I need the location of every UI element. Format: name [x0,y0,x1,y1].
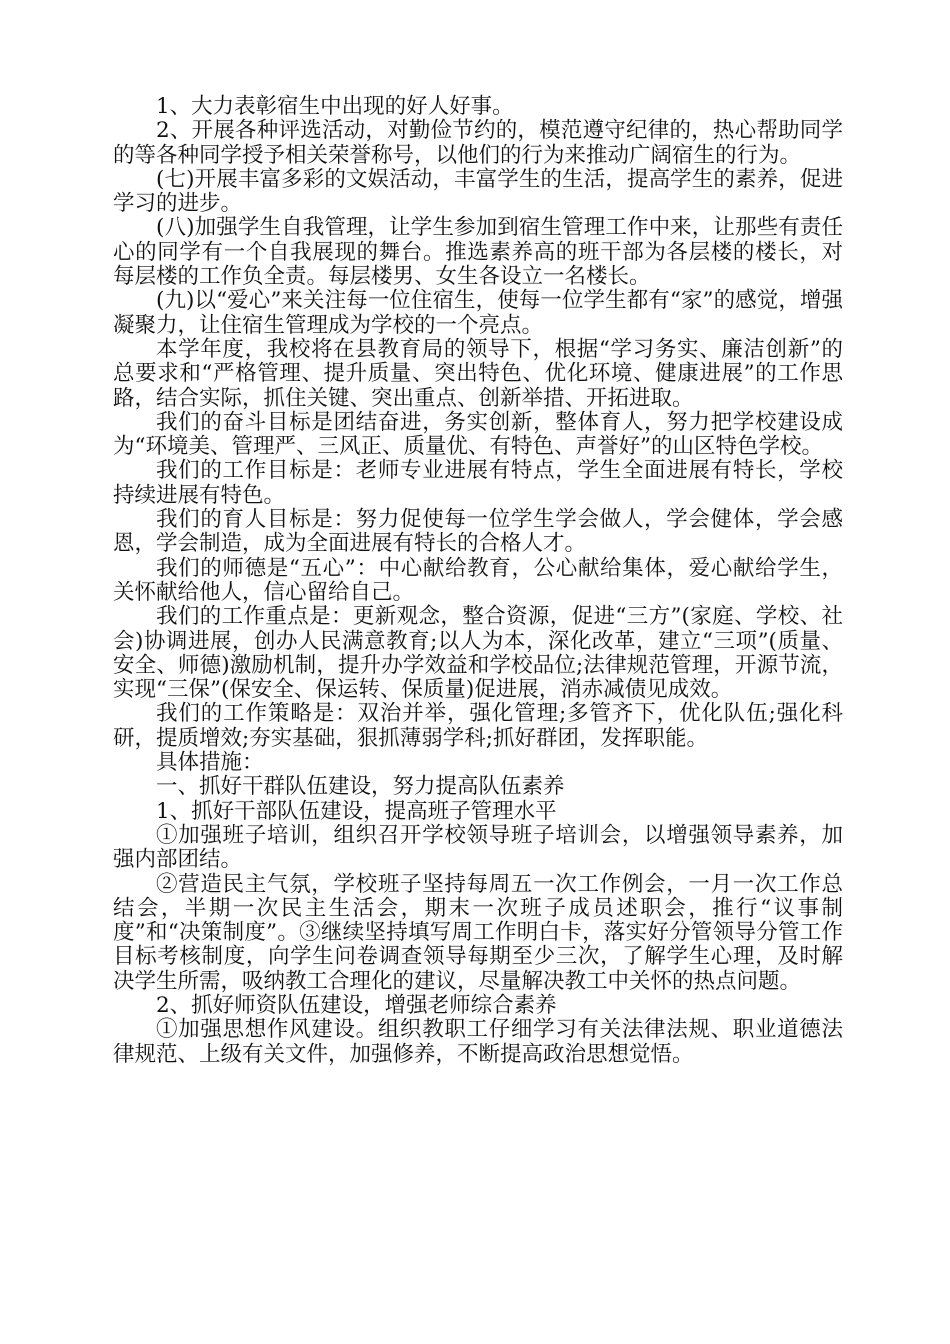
paragraph-4: (八)加强学生自我管理，让学生参加到宿生管理工作中来，让那些有责任心的同学有一个自我展现的舞台。推选素养高的班干部为各层楼的楼长，对每层楼的工作负全责。每层楼男、女生各设立一名楼长。 [113,215,843,290]
paragraph-8: 我们的工作目标是：老师专业进展有特点，学生全面进展有特长，学校持续进展有特色。 [113,458,843,508]
paragraph-6: 本学年度，我校将在县教育局的领导下，根据“学习务实、廉洁创新”的总要求和“严格管理、提升质量、突出特色、优化环境、健康进展”的工作思路，结合实际，抓住关键、突出重点、创新举措、开拓进取。 [113,336,843,411]
paragraph-7: 我们的奋斗目标是团结奋进，务实创新，整体育人，努力把学校建设成为“环境美、管理严、三风正、质量优、有特色、声誉好”的山区特色学校。 [113,409,843,460]
paragraph-16: ①加强班子培训，组织召开学校领导班子培训会，以增强领导素养，加强内部团结。 [113,822,843,873]
paragraph-10: 我们的师德是“五心”：中心献给教育，公心献给集体，爱心献给学生，关怀献给他人，信心留给自己。 [113,555,843,605]
paragraph-9: 我们的育人目标是：努力促使每一位学生学会做人，学会健体，学会感恩，学会制造，成为全面进展有特长的合格人才。 [113,507,843,557]
section-heading-1: 一、抓好干群队伍建设，努力提高队伍素养 [156,774,565,800]
paragraph-2: 2、开展各种评选活动，对勤俭节约的，模范遵守纪律的，热心帮助同学的等各种同学授予相关荣誉称号，以他们的行为来推动广阔宿生的行为。 [113,118,843,168]
paragraph-13: 具体措施： [156,750,264,776]
paragraph-11: 我们的工作重点是：更新观念，整合资源，促进“三方”(家庭、学校、社会)协调进展，创办人民满意教育;以人为本，深化改革，建立“三项”(质量、安全、师德)激励机制，提升办学效益和学校品位;法律规范管理，开源节流，实现“三保”(保安全、保运转、保质量)促进展，消赤减债见成效。 [113,604,843,703]
document-page [113,95,843,1067]
paragraph-19: ①加强思想作风建设。组织教职工仔细学习有关法律法规、职业道德法律规范、上级有关文件，加强修养，不断提高政治思想觉悟。 [113,1017,843,1067]
subsection-heading-1: 1、抓好干部队伍建设，提高班子管理水平 [156,798,557,824]
subsection-heading-2: 2、抓好师资队伍建设，增强老师综合素养 [156,992,557,1018]
paragraph-3: (七)开展丰富多彩的文娱活动，丰富学生的生活，提高学生的素养，促进学习的进步。 [113,166,843,217]
paragraph-12: 我们的工作策略是：双治并举，强化管理;多管齐下，优化队伍;强化科研，提质增效;夯实基础，狠抓薄弱学科;抓好群团，发挥职能。 [113,701,843,751]
paragraph-17: ②营造民主气氛，学校班子坚持每周五一次工作例会，一月一次工作总结会，半期一次民主生活会，期末一次班子成员述职会，推行“议事制度”和“决策制度”。③继续坚持填写周工作明白卡，落实好分管领导分管工作目标考核制度，向学生问卷调查领导每期至少三次，了解学生心理，及时解决学生所需，吸纳教工合理化的建议，尽量解决教工中关怀的热点问题。 [113,871,843,994]
paragraph-1: 1、大力表彰宿生中出现的好人好事。 [156,94,514,119]
paragraph-5: (九)以“爱心”来关注每一位住宿生，使每一位学生都有“家”的感觉，增强凝聚力，让住宿生管理成为学校的一个亮点。 [113,288,843,338]
